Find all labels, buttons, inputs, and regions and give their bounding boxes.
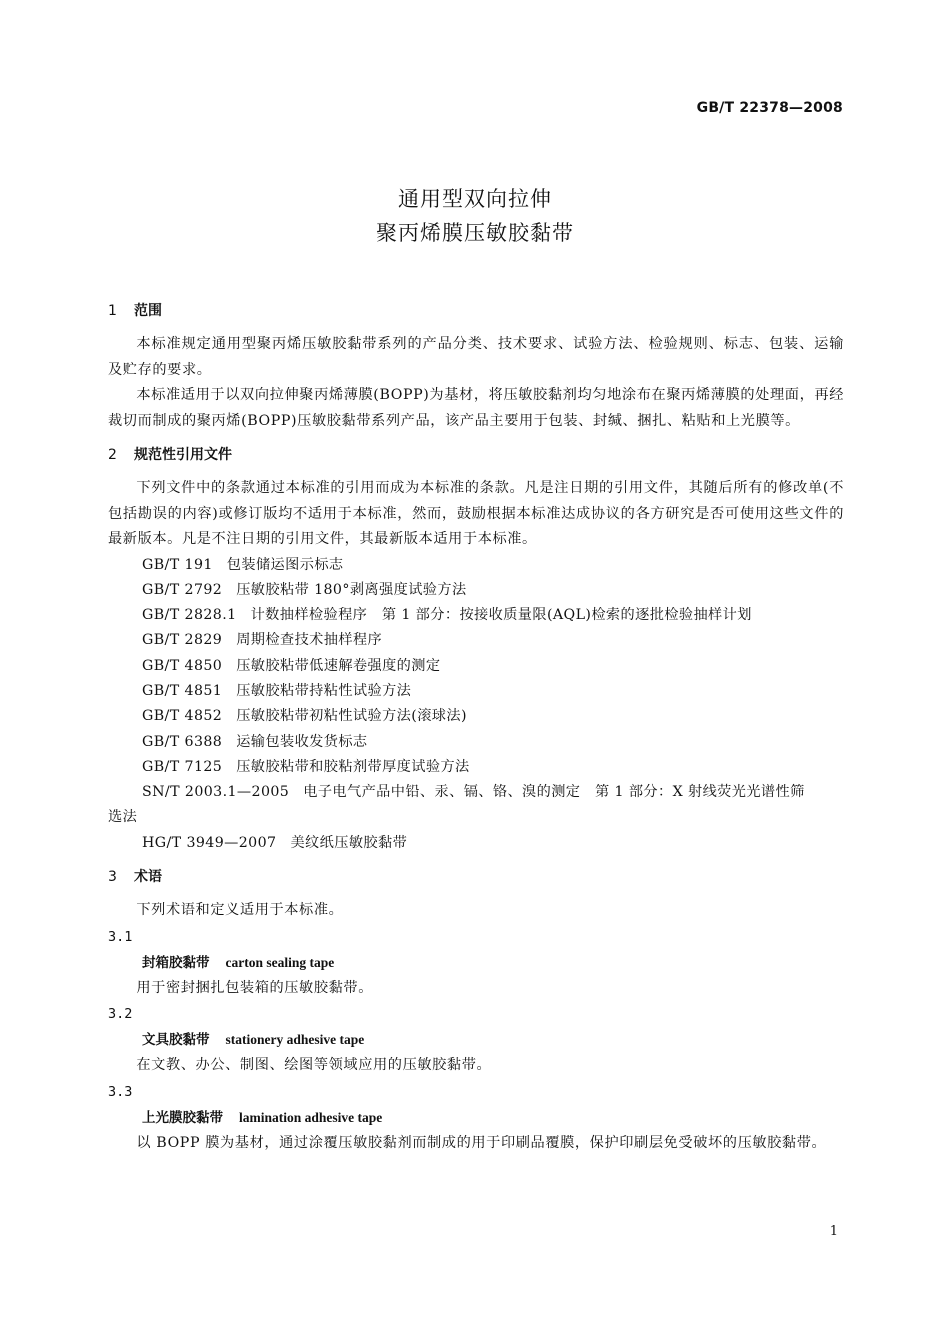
term-name-en: lamination adhesive tape bbox=[239, 1109, 383, 1125]
title-line-1: 通用型双向拉伸 bbox=[398, 187, 552, 211]
reference-name: 美纹纸压敏胶黏带 bbox=[290, 834, 408, 851]
reference-name: 压敏胶粘带持粘性试验方法 bbox=[236, 682, 412, 699]
reference-name: 电子电气产品中铅、汞、镉、铬、溴的测定 第 1 部分：X 射线荧光光谱性筛 bbox=[303, 784, 805, 801]
reference-name: 周期检查技术抽样程序 bbox=[236, 632, 383, 649]
term-name bbox=[108, 950, 844, 976]
reference-code: GB/T 2829 bbox=[142, 632, 223, 649]
reference-item bbox=[108, 755, 844, 780]
section-number: 2 bbox=[108, 447, 117, 463]
term-name bbox=[108, 1027, 844, 1053]
term-definition: 用于密封捆扎包装箱的压敏胶黏带。 bbox=[136, 979, 373, 996]
term-definition: 以 BOPP 膜为基材，通过涂覆压敏胶黏剂而制成的用于印刷品覆膜，保护印刷层免受破坏的压敏胶黏带。 bbox=[136, 1134, 827, 1151]
reference-name: 包装储运图示标志 bbox=[226, 556, 344, 573]
reference-name: 运输包装收发货标志 bbox=[236, 733, 368, 750]
reference-item bbox=[108, 704, 844, 729]
reference-code: GB/T 2792 bbox=[142, 581, 223, 598]
section-2-paragraph: 下列文件中的条款通过本标准的引用而成为本标准的条款。凡是注日期的引用文件，其随后所有的修改单(不包括勘误的内容)或修订版均不适用于本标准，然而，鼓励根据本标准达成协议的各方研究是否可使用这些文件的最新版本。凡是不注日期的引用文件，其最新版本适用于本标准。 bbox=[108, 480, 844, 547]
term-name-en: stationery adhesive tape bbox=[225, 1032, 365, 1048]
section-2-heading bbox=[108, 442, 844, 468]
term-name-en: carton sealing tape bbox=[225, 954, 335, 970]
reference-code: HG/T 3949—2007 bbox=[142, 834, 277, 851]
section-number: 1 bbox=[108, 303, 117, 319]
reference-name: 压敏胶粘带和胶粘剂带厚度试验方法 bbox=[236, 758, 470, 775]
section-title: 术语 bbox=[134, 869, 162, 886]
reference-code: GB/T 2828.1 bbox=[142, 607, 237, 624]
term-number: 3.2 bbox=[108, 1006, 133, 1023]
reference-code: SN/T 2003.1—2005 bbox=[142, 784, 290, 801]
section-title: 范围 bbox=[134, 303, 162, 319]
reference-name: 计数抽样检验程序 第 1 部分：按接收质量限(AQL)检索的逐批检验抽样计划 bbox=[250, 607, 752, 624]
reference-item bbox=[108, 628, 844, 653]
term-definition: 在文教、办公、制图、绘图等领域应用的压敏胶黏带。 bbox=[136, 1057, 492, 1074]
section-1-heading bbox=[108, 298, 844, 324]
reference-item bbox=[108, 553, 844, 578]
reference-code: GB/T 4850 bbox=[142, 657, 223, 674]
reference-name: 压敏胶粘带 180°剥离强度试验方法 bbox=[236, 581, 467, 598]
title-line-2: 聚丙烯膜压敏胶黏带 bbox=[376, 221, 574, 245]
reference-code: GB/T 4851 bbox=[142, 682, 223, 699]
section-3-heading bbox=[108, 864, 844, 890]
term-name-cn: 上光膜胶黏带 bbox=[142, 1109, 223, 1126]
term-name-cn: 封箱胶黏带 bbox=[142, 954, 210, 971]
term-name bbox=[108, 1105, 844, 1131]
section-3-paragraph: 下列术语和定义适用于本标准。 bbox=[136, 902, 344, 919]
term-name-cn: 文具胶黏带 bbox=[142, 1032, 210, 1049]
section-1-paragraph-1: 本标准规定通用型聚丙烯压敏胶黏带系列的产品分类、技术要求、试验方法、检验规则、标志、包装、运输及贮存的要求。 bbox=[108, 336, 844, 378]
reference-item bbox=[108, 780, 844, 831]
reference-item bbox=[108, 730, 844, 755]
reference-code: GB/T 191 bbox=[142, 556, 213, 573]
section-title: 规范性引用文件 bbox=[134, 447, 232, 463]
section-1-paragraph-2: 本标准适用于以双向拉伸聚丙烯薄膜(BOPP)为基材，将压敏胶黏剂均匀地涂布在聚丙烯薄膜的处理面，再经裁切而制成的聚丙烯(BOPP)压敏胶黏带系列产品，该产品主要用于包装、封缄、捆扎、粘贴和上光膜等。 bbox=[108, 387, 844, 429]
section-number: 3 bbox=[108, 869, 117, 886]
reference-code: GB/T 7125 bbox=[142, 758, 223, 775]
reference-item bbox=[108, 578, 844, 603]
page-number: 1 bbox=[829, 1224, 838, 1239]
term-number: 3.3 bbox=[108, 1083, 133, 1100]
document-body bbox=[108, 298, 844, 1156]
reference-name: 压敏胶粘带低速解卷强度的测定 bbox=[236, 657, 441, 674]
reference-name: 压敏胶粘带初粘性试验方法(滚球法) bbox=[236, 708, 467, 725]
document-id: GB/T 22378—2008 bbox=[696, 100, 843, 116]
reference-item bbox=[108, 679, 844, 704]
term-number: 3.1 bbox=[108, 928, 133, 945]
reference-item bbox=[108, 603, 844, 628]
reference-item bbox=[108, 654, 844, 679]
reference-item bbox=[108, 831, 844, 856]
document-title bbox=[0, 182, 950, 250]
reference-code: GB/T 4852 bbox=[142, 708, 223, 725]
reference-name-continued: 选法 bbox=[108, 809, 138, 826]
reference-code: GB/T 6388 bbox=[142, 733, 223, 750]
